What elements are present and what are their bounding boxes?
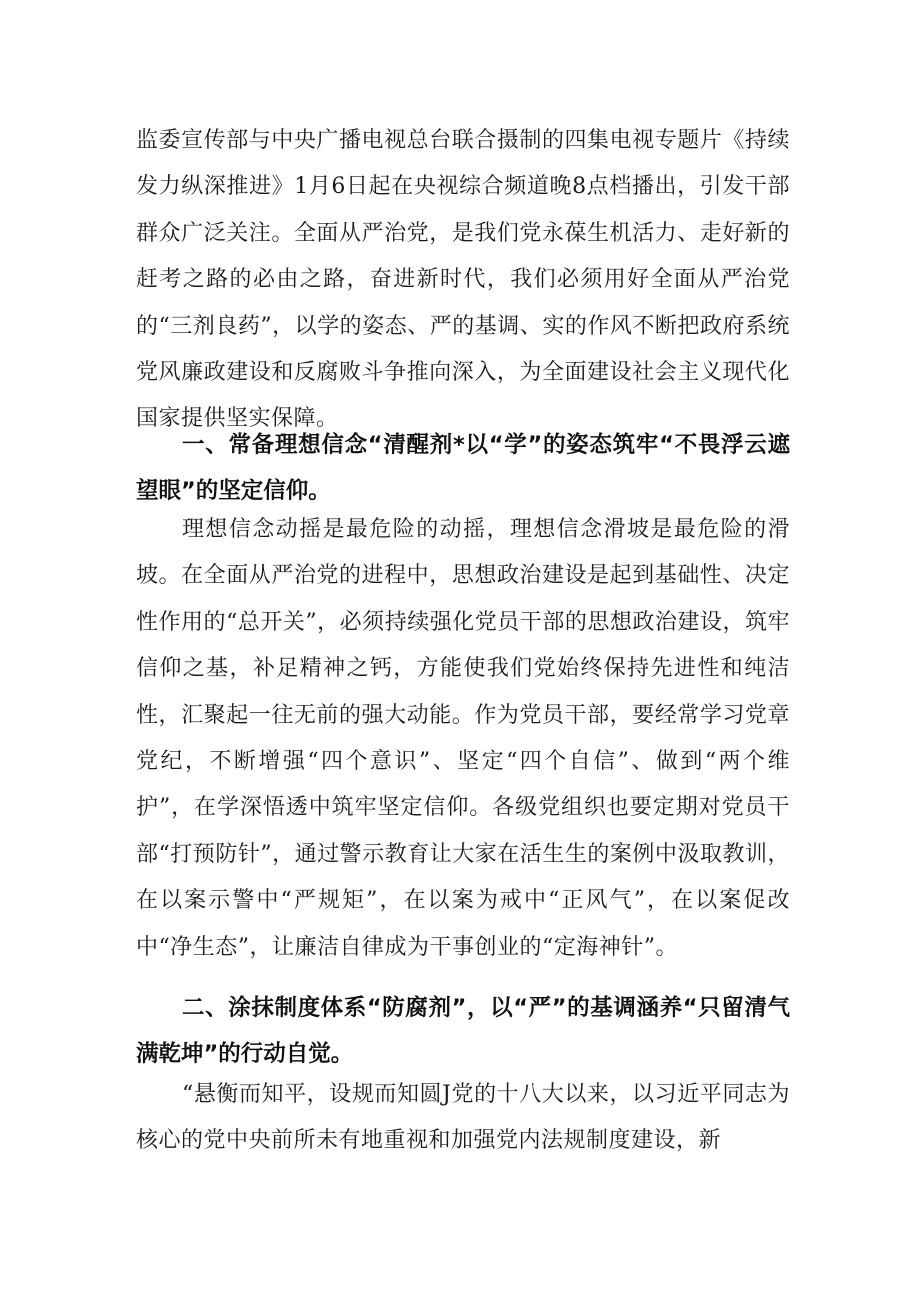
section-two-heading: 二、涂抹制度体系“防腐剂”，以“严”的基调涵养“只留清气满乾坤”的行动自觉。 — [136, 995, 790, 1067]
section-two-paragraph: “悬衡而知平，设规而知圆J党的十八大以来，以习近平同志为核心的党中央前所未有地重视和加强党内法规制度建设，新 — [136, 1082, 790, 1154]
section-one-paragraph: 理想信念动摇是最危险的动摇，理想信念滑坡是最危险的滑坡。在全面从严治党的进程中，思想政治建设是起到基础性、决定性作用的“总开关”，必须持续强化党员干部的思想政治建设，筑牢信仰之基，补足精神之钙，方能使我们党始终保持先进性和纯洁性，汇聚起一往无前的强大动能。作为党员干部，要经常学习党章党纪，不断增强“四个意识”、坚定“四个自信”、做到“两个维护”，在学深悟透中筑牢坚定信仰。各级党组织也要定期对党员干部“打预防针”，通过警示教育让大家在活生生的案例中汲取教训，在以案示警中“严规矩”，在以案为戒中“正风气”，在以案促改中“净生态”，让廉洁自律成为干事创业的“定海神针”。 — [136, 517, 790, 960]
intro-paragraph: 监委宣传部与中央广播电视总台联合摄制的四集电视专题片《持续发力纵深推进》1月6日起在央视综合频道晚8点档播出，引发干部群众广泛关注。全面从严治党，是我们党永葆生机活力、走好新的赶考之路的必由之路，奋进新时代，我们必须用好全面从严治党的“三剂良药”，以学的姿态、严的基调、实的作风不断把政府系统党风廉政建设和反腐败斗争推向深入，为全面建设社会主义现代化国家提供坚实保障。 — [136, 128, 790, 432]
section-one-heading: 一、常备理想信念“清醒剂*以“学”的姿态筑牢“不畏浮云遮望眼”的坚定信仰。 — [136, 432, 790, 504]
